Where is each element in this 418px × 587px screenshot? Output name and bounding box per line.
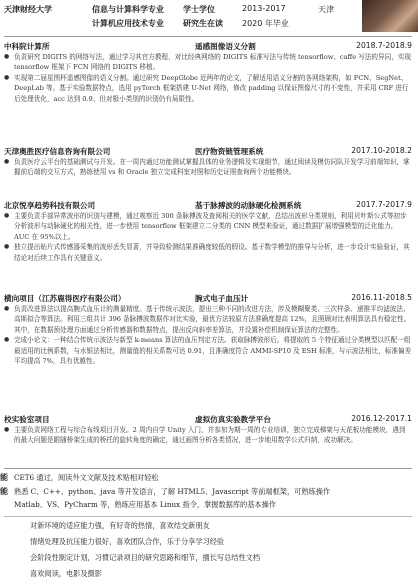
undergrad-degree: 学士学位 xyxy=(183,5,215,14)
undergrad-major: 信息与计算科学专业 xyxy=(92,5,164,14)
project-title: 医疗物资链管理系统 xyxy=(195,147,264,156)
grad-major: 计算机应用技术专业 xyxy=(92,19,164,28)
skills-mark: 能 xyxy=(0,487,8,496)
project-org: 横向项目（江苏鹿得医疗有限公司） xyxy=(4,294,126,303)
project-bullet: ● 独立提出贴片式传感器采集的波形丢失显著，并导致检测结果准确度较低的假设。基于数学模型的推导与分析，进一步设计实验验证，其结论对后续工作具有关键意义。 xyxy=(0,242,418,263)
project-title: 基于脉搏波的动脉硬化检测系统 xyxy=(195,201,302,210)
divider xyxy=(4,516,412,517)
project-bullet: ● 实现第二届星图杯遥感图像的语义分割。通过研究 DeepGlobe 近两年的论文，了解适用语义分割的各网络架构，如 FCN、SegNet、DeepLab 等。基于实验数据特点，选用 pyTorch 框架搭建 U-Net 网络，修改 padding 以保证图像尺寸的不变性，并采用 CRF 进行后处理优化，acc 达到 0.9、但对极小类别的识别仍有局限性。 xyxy=(0,73,418,104)
project-date: 2017.10-2018.2 xyxy=(351,146,412,155)
project-bullet: ● 完成小论文：一种结合传统示波法与新型 k-means 算法的血压判定方法。获取脉搏波形后，将提取的 5 个特征通过分类模型以匹配一组最适用的比例系数，与水银法相比，测量值的相关系数可达 0.91，且准确度符合 AMMI-SP10 及 ESH 标准，与示波法相比，标准偏差平均提高 7%，具有优越性。 xyxy=(0,335,418,366)
self-eval-line: 喜欢阅读，电影及摄影 xyxy=(30,569,102,578)
self-eval-line: 会阶段性制定计划，习惯记录项目的研究思路和细节，擅长写总结性文档 xyxy=(30,553,261,562)
project-title: 腕式电子血压计 xyxy=(195,294,249,303)
project-title: 虚拟仿真实验教学平台 xyxy=(195,415,271,424)
self-eval-line: 对新环境的适应能力强，有好奇的热情，喜欢结交新朋友 xyxy=(30,521,210,530)
skill-line: 熟悉 C、C++、python、java 等开发语言，了解 HTML5、Javascript 等前端框架，可熟练操作 xyxy=(14,487,331,496)
profile-photo xyxy=(362,0,418,32)
skills-mark: 能 xyxy=(0,473,8,482)
project-bullet: ● 主要负责手部异常波形的识别与建模，通过观察近 300 条脉搏波及查阅相关的医学文献，总结出波形分类规则，利用贝叶斯公式等初步分析波形与动脉硬化的相关性，进一步使用 tensorflow 框架建立二分类的 CNN 模型来验证，通过数据扩展增强模型的泛化能力，AUC 在 95%以上。 xyxy=(0,211,418,242)
project-date: 2018.7-2018.9 xyxy=(356,41,412,50)
project-org: 校实验室项目 xyxy=(4,415,50,424)
school-city: 天津 xyxy=(318,5,334,14)
grad-year: 2020 年毕业 xyxy=(242,19,289,28)
project-bullet: ● 负责研究 DIGITS 的网络写法，通过学习其官方教程，对比经典网络的 DIGITS 标准写法与传统 tensorflow、caffe 写法的异同，实现 tensorflow 框架下 FCN 网络的 DIGITS 移植。 xyxy=(0,52,418,73)
project-title: 遥感图像语义分割 xyxy=(195,42,256,51)
project-date: 2016.11-2018.5 xyxy=(351,293,412,302)
divider xyxy=(4,468,412,469)
project-org: 中科院计算所 xyxy=(4,42,50,51)
skill-line: Matlab、VS、PyCharm 等，熟练应用基本 Linux 指令，掌握数据库的基本操作 xyxy=(14,500,276,509)
project-bullet: ● 主要负责网络工程与综合布线项目开发。2 周内自学 Unity 入门，并参加为期一周的专业培训，独立完成梯架与天花板功能模块，遇到的最大问题是跟随桥架生成的桥托的旋转角度的确定，通过画图分析各类情况，进一步地用数学公式归纳，成功解决。 xyxy=(0,425,418,446)
skill-line: CET6 通过，阅读外文文献及技术贴相对轻松 xyxy=(14,473,159,482)
project-bullet: ● 负责医疗云平台的基础测试与开发。在一周内通过功能测试掌握具体的业务逻辑及实现细节，通过阅读及模仿同队开发学习前端知识，掌握前后端的交互方式，熟练使用 vs 和 Oracle 独立完成科室对照和历史证照查询两个功能模块。 xyxy=(0,157,418,178)
project-org: 北京悦享趋势科技有限公司 xyxy=(4,201,96,210)
project-org: 天津奥胜医疗信息咨询有限公司 xyxy=(4,147,111,156)
project-bullet: ● 负责改进算法以提高腕式血压计的测量精度。基于传统示波法，提出三种不同的改进方法，涉及模糊聚类、三次样条、递推平均滤波法、高斯拟合等算法。利用三组共计 396 条脉搏波数据作对比实验，最优方法较原方法准确度提高 12%，且照顾对比表明算法具有稳定性。其中，在数据预处理方面通过分析传感器和数据特点，提出反向斜率差算法，并设置补偿机制保证算法的完整性。 xyxy=(0,304,418,335)
school-name: 天津财经大学 xyxy=(4,5,52,14)
grad-degree: 研究生在读 xyxy=(183,19,223,28)
self-eval-line: 情绪处理及抗压能力很好，喜欢团队合作，乐于分享学习经验 xyxy=(30,537,225,546)
divider xyxy=(4,36,412,37)
project-date: 2017.7-2017.9 xyxy=(356,200,412,209)
undergrad-years: 2013-2017 xyxy=(242,4,286,13)
project-date: 2016.12-2017.1 xyxy=(351,414,412,423)
